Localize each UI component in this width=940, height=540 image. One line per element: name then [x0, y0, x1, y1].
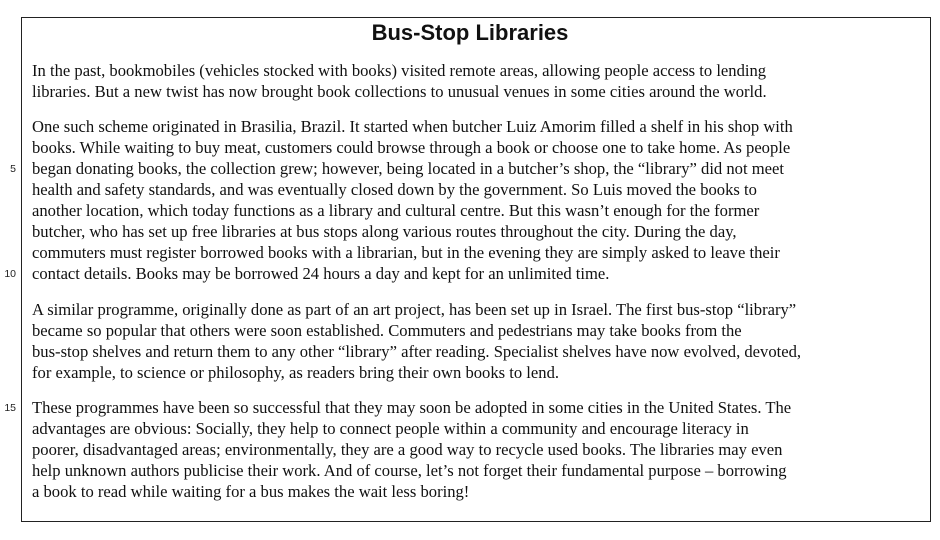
paragraph-2-line-3: began donating books, the collection grew; however, being located in a butcher’s shop, the “library” did not meet	[32, 159, 784, 178]
paragraph-4-line-1: These programmes have been so successful that they may soon be adopted in some cities in the United States. The	[32, 398, 792, 417]
paragraph-3-line-1: A similar programme, originally done as part of an art project, has been set up in Israel. The first bus-stop “library”	[32, 300, 797, 319]
paragraph-2-line-4: health and safety standards, and was eventually closed down by the government. So Luis moved the books to	[32, 180, 757, 199]
line-number-10: 10	[4, 268, 16, 280]
paragraph-2-line-7: commuters must register borrowed books with a librarian, but in the evening they are simply asked to leave their	[32, 243, 780, 262]
paragraph-2-line-1: One such scheme originated in Brasilia, Brazil. It started when butcher Luiz Amorim filled a shelf in his shop with	[32, 117, 793, 136]
paragraph-2-line-6: butcher, who has set up free libraries at bus stops along various routes throughout the city. During the day,	[32, 222, 737, 241]
line-number-5: 5	[10, 163, 16, 175]
paragraph-2-line-8: contact details. Books may be borrowed 24 hours a day and kept for an unlimited time.	[32, 264, 610, 283]
document-title: Bus-Stop Libraries	[371, 20, 569, 45]
paragraph-3-line-4: for example, to science or philosophy, as readers bring their own books to lend.	[32, 363, 560, 382]
paragraph-4-line-5: a book to read while waiting for a bus makes the wait less boring!	[32, 482, 470, 501]
paragraph-3-line-2: became so popular that others were soon established. Commuters and pedestrians may take books from the	[32, 321, 742, 340]
paragraph-2-line-2: books. While waiting to buy meat, customers could browse through a book or choose one to take home. As people	[32, 138, 791, 157]
paragraph-4-line-4: help unknown authors publicise their work. And of course, let’s not forget their fundamental purpose – borrowing	[32, 461, 787, 480]
paragraph-2-line-5: another location, which today functions as a library and cultural centre. But this wasn’t enough for the former	[32, 201, 760, 220]
paragraph-1-line-2: libraries. But a new twist has now brought book collections to unusual venues in some cities around the world.	[32, 82, 767, 101]
paragraph-4-line-2: advantages are obvious: Socially, they help to connect people within a community and encourage literacy in	[32, 419, 749, 438]
paragraph-3-line-3: bus-stop shelves and return them to any other “library” after reading. Specialist shelves have now evolved, devoted,	[32, 342, 802, 361]
paragraph-1-line-1: In the past, bookmobiles (vehicles stocked with books) visited remote areas, allowing people access to lending	[32, 61, 767, 80]
paragraph-4-line-3: poorer, disadvantaged areas; environmentally, they are a good way to recycle used books. The libraries may even	[32, 440, 783, 459]
line-number-15: 15	[4, 402, 16, 414]
